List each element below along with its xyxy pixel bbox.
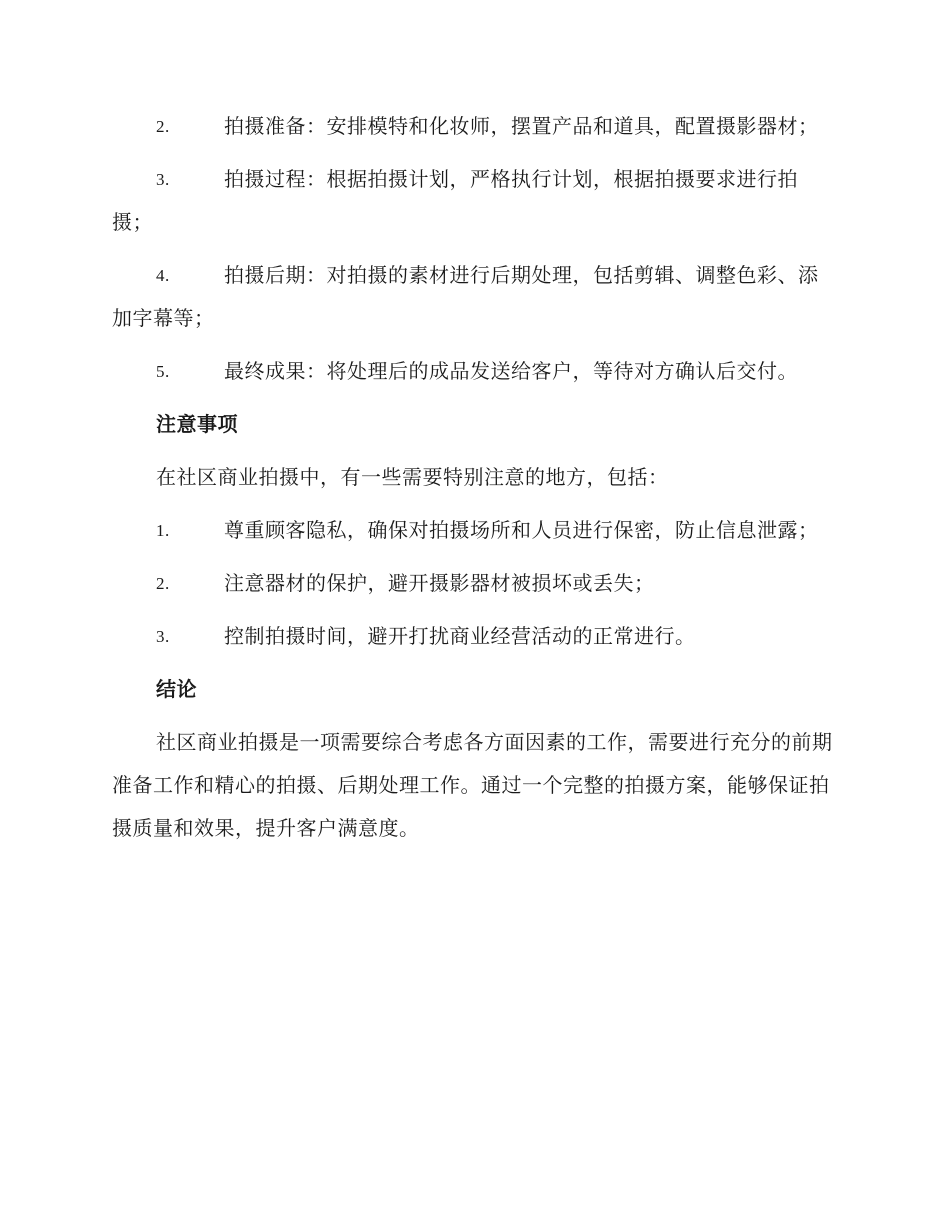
note-item [112, 509, 836, 552]
list-text: 拍摄过程：根据拍摄计划，严格执行计划，根据拍摄要求进行拍摄； [112, 167, 798, 234]
notes-intro: 在社区商业拍摄中，有一些需要特别注意的地方，包括： [156, 465, 669, 489]
list-text: 尊重顾客隐私，确保对拍摄场所和人员进行保密，防止信息泄露； [224, 518, 819, 542]
note-item [112, 615, 836, 658]
list-number: 1. [156, 521, 170, 540]
list-number: 4. [156, 266, 170, 285]
list-number: 3. [156, 170, 170, 189]
note-item [112, 562, 836, 605]
list-text: 注意器材的保护，避开摄影器材被损坏或丢失； [224, 571, 655, 595]
list-number: 5. [156, 362, 170, 381]
list-number: 3. [156, 627, 170, 646]
step-item [112, 158, 836, 244]
list-text: 控制拍摄时间，避开打扰商业经营活动的正常进行。 [224, 624, 696, 648]
step-item [112, 105, 836, 148]
list-text: 拍摄后期：对拍摄的素材进行后期处理，包括剪辑、调整色彩、添加字幕等； [112, 263, 819, 330]
list-number: 2. [156, 574, 170, 593]
conclusion-heading: 结论 [156, 677, 197, 701]
conclusion-paragraph: 社区商业拍摄是一项需要综合考虑各方面因素的工作，需要进行充分的前期准备工作和精心的拍摄、后期处理工作。通过一个完整的拍摄方案，能够保证拍摄质量和效果，提升客户满意度。 [112, 730, 833, 840]
step-item [112, 350, 836, 393]
list-number: 2. [156, 117, 170, 136]
notes-heading: 注意事项 [156, 412, 238, 436]
document-page [112, 105, 836, 860]
list-text: 最终成果：将处理后的成品发送给客户，等待对方确认后交付。 [224, 359, 798, 383]
step-item [112, 254, 836, 340]
list-text: 拍摄准备：安排模特和化妆师，摆置产品和道具，配置摄影器材； [224, 114, 819, 138]
